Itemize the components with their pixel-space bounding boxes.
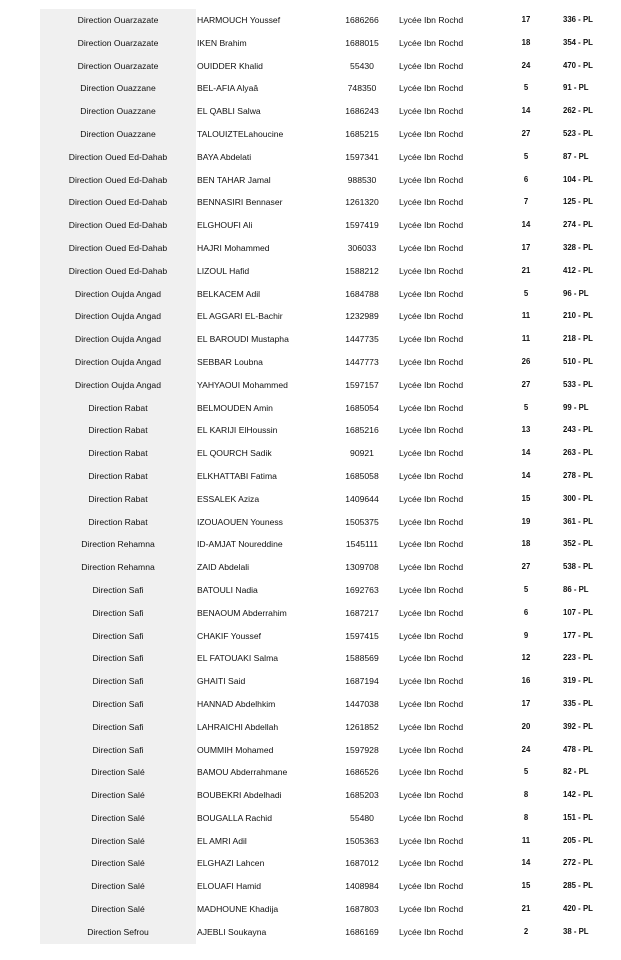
- code-cell: 272 - PL: [563, 858, 593, 868]
- table-row: [40, 670, 621, 693]
- name-cell: CHAKIF Youssef: [197, 630, 262, 641]
- rank-cell: 11: [521, 334, 531, 344]
- direction-cell: Direction Safi: [92, 607, 144, 618]
- direction-cell: Direction Salé: [91, 790, 145, 801]
- direction-cell: Direction Sefrou: [87, 926, 149, 937]
- direction-cell: Direction Salé: [91, 904, 145, 915]
- school-cell: Lycée Ibn Rochd: [399, 106, 464, 117]
- direction-cell: Direction Rabat: [88, 402, 148, 413]
- id-cell: 1597419: [345, 220, 379, 231]
- direction-cell: Direction Rehamna: [81, 539, 155, 550]
- code-cell: 38 - PL: [563, 926, 589, 936]
- rank-cell: 19: [521, 516, 531, 526]
- id-cell: 1686266: [345, 15, 379, 25]
- rank-cell: 24: [521, 60, 531, 70]
- id-cell: 1684788: [345, 288, 379, 299]
- school-cell: Lycée Ibn Rochd: [399, 356, 464, 367]
- school-cell: Lycée Ibn Rochd: [399, 767, 464, 778]
- name-cell: LIZOUL Hafid: [197, 265, 250, 276]
- name-cell: HARMOUCH Youssef: [197, 15, 281, 25]
- name-cell: HAJRI Mohammed: [197, 242, 270, 253]
- table-row: [40, 328, 621, 351]
- table-row: [40, 556, 621, 579]
- table-row: [40, 852, 621, 875]
- school-cell: Lycée Ibn Rochd: [399, 858, 464, 869]
- table-row: [40, 55, 621, 78]
- rank-cell: 7: [523, 197, 529, 207]
- rank-cell: 18: [521, 539, 531, 549]
- id-cell: 748350: [347, 83, 377, 94]
- id-cell: 306033: [347, 242, 377, 253]
- id-cell: 1687217: [345, 607, 379, 618]
- school-cell: Lycée Ibn Rochd: [399, 835, 464, 846]
- school-cell: Lycée Ibn Rochd: [399, 698, 464, 709]
- code-cell: 99 - PL: [563, 402, 589, 412]
- code-cell: 274 - PL: [563, 220, 593, 230]
- rank-cell: 27: [521, 379, 531, 389]
- direction-cell: Direction Rabat: [88, 425, 148, 436]
- direction-cell: Direction Ouazzane: [80, 128, 156, 139]
- table-row: [40, 602, 621, 625]
- code-cell: 420 - PL: [563, 904, 593, 914]
- code-cell: 533 - PL: [563, 379, 593, 389]
- direction-cell: Direction Ouarzazate: [77, 15, 159, 25]
- id-cell: 55480: [350, 812, 374, 823]
- school-cell: Lycée Ibn Rochd: [399, 174, 464, 185]
- name-cell: BAMOU Abderrahmane: [197, 767, 288, 778]
- id-cell: 1261320: [345, 197, 379, 208]
- rank-cell: 12: [521, 653, 531, 663]
- table-row: [40, 32, 621, 55]
- id-cell: 1505363: [345, 835, 379, 846]
- direction-cell: Direction Salé: [91, 881, 145, 892]
- name-cell: IZOUAOUEN Youness: [197, 516, 283, 527]
- code-cell: 87 - PL: [563, 151, 589, 161]
- rank-cell: 5: [523, 83, 529, 93]
- code-cell: 205 - PL: [563, 835, 593, 845]
- rank-cell: 11: [521, 311, 531, 321]
- name-cell: ELKHATTABI Fatima: [197, 470, 277, 481]
- code-cell: 91 - PL: [563, 83, 589, 93]
- rank-cell: 17: [521, 15, 531, 24]
- direction-cell: Direction Rabat: [88, 470, 148, 481]
- name-cell: BOUBEKRI Abdelhadi: [197, 790, 282, 801]
- id-cell: 1597341: [345, 151, 379, 162]
- school-cell: Lycée Ibn Rochd: [399, 60, 464, 71]
- school-cell: Lycée Ibn Rochd: [399, 812, 464, 823]
- rank-cell: 9: [523, 630, 529, 640]
- rank-cell: 14: [521, 106, 531, 116]
- school-cell: Lycée Ibn Rochd: [399, 242, 464, 253]
- school-cell: Lycée Ibn Rochd: [399, 151, 464, 162]
- id-cell: 1687012: [345, 858, 379, 869]
- name-cell: BENAOUM Abderrahim: [197, 607, 287, 618]
- direction-cell: Direction Ouazzane: [80, 83, 156, 94]
- school-cell: Lycée Ibn Rochd: [399, 425, 464, 436]
- table-row: [40, 442, 621, 465]
- id-cell: 1687803: [345, 904, 379, 915]
- rank-cell: 6: [523, 607, 529, 617]
- id-cell: 1309708: [345, 562, 379, 573]
- id-cell: 1545111: [345, 539, 379, 550]
- table-row: [40, 374, 621, 397]
- direction-cell: Direction Ouarzazate: [77, 37, 159, 48]
- code-cell: 300 - PL: [563, 493, 593, 503]
- id-cell: 1588569: [345, 653, 379, 664]
- name-cell: ESSALEK Aziza: [197, 493, 260, 504]
- id-cell: 90921: [350, 448, 374, 459]
- rank-cell: 2: [523, 926, 529, 936]
- rank-cell: 16: [521, 676, 531, 686]
- id-cell: 1685215: [345, 128, 379, 139]
- code-cell: 82 - PL: [563, 767, 589, 777]
- assignment-list: [40, 9, 620, 944]
- code-cell: 352 - PL: [563, 539, 593, 549]
- school-cell: Lycée Ibn Rochd: [399, 904, 464, 915]
- code-cell: 478 - PL: [563, 744, 593, 754]
- rank-cell: 14: [521, 470, 531, 480]
- table-row: [40, 739, 621, 762]
- name-cell: ID-AMJAT Noureddine: [197, 539, 283, 550]
- name-cell: SEBBAR Loubna: [197, 356, 263, 367]
- direction-cell: Direction Ouazzane: [80, 106, 156, 117]
- name-cell: ELGHAZI Lahcen: [197, 858, 265, 869]
- direction-cell: Direction Salé: [91, 835, 145, 846]
- school-cell: Lycée Ibn Rochd: [399, 128, 464, 139]
- rank-cell: 11: [521, 835, 531, 845]
- assignment-table: [40, 9, 621, 944]
- code-cell: 243 - PL: [563, 425, 593, 435]
- direction-cell: Direction Rabat: [88, 448, 148, 459]
- id-cell: 1409644: [345, 493, 379, 504]
- name-cell: EL FATOUAKI Salma: [197, 653, 279, 664]
- table-row: [40, 465, 621, 488]
- id-cell: 1685203: [345, 790, 379, 801]
- table-row: [40, 830, 621, 853]
- assignment-table-body: [40, 9, 621, 944]
- direction-cell: Direction Oujda Angad: [75, 288, 161, 299]
- name-cell: AJEBLI Soukayna: [197, 926, 267, 937]
- id-cell: 1588212: [345, 265, 379, 276]
- rank-cell: 21: [521, 265, 531, 275]
- school-cell: Lycée Ibn Rochd: [399, 516, 464, 527]
- code-cell: 151 - PL: [563, 812, 593, 822]
- school-cell: Lycée Ibn Rochd: [399, 470, 464, 481]
- school-cell: Lycée Ibn Rochd: [399, 721, 464, 732]
- table-row: [40, 214, 621, 237]
- school-cell: Lycée Ibn Rochd: [399, 790, 464, 801]
- code-cell: 86 - PL: [563, 584, 589, 594]
- rank-cell: 5: [523, 151, 529, 161]
- school-cell: Lycée Ibn Rochd: [399, 15, 464, 25]
- school-cell: Lycée Ibn Rochd: [399, 881, 464, 892]
- school-cell: Lycée Ibn Rochd: [399, 539, 464, 550]
- school-cell: Lycée Ibn Rochd: [399, 379, 464, 390]
- table-row: [40, 191, 621, 214]
- id-cell: 1232989: [345, 311, 379, 322]
- name-cell: BEN TAHAR Jamal: [197, 174, 271, 185]
- school-cell: Lycée Ibn Rochd: [399, 334, 464, 345]
- code-cell: 177 - PL: [563, 630, 593, 640]
- code-cell: 470 - PL: [563, 60, 593, 70]
- direction-cell: Direction Rabat: [88, 493, 148, 504]
- direction-cell: Direction Rabat: [88, 516, 148, 527]
- id-cell: 55430: [350, 60, 374, 71]
- code-cell: 107 - PL: [563, 607, 593, 617]
- id-cell: 1597157: [345, 379, 379, 390]
- school-cell: Lycée Ibn Rochd: [399, 83, 464, 94]
- rank-cell: 15: [521, 493, 531, 503]
- table-row: [40, 397, 621, 420]
- rank-cell: 5: [523, 584, 529, 594]
- name-cell: OUMMIH Mohamed: [197, 744, 274, 755]
- rank-cell: 15: [521, 881, 531, 891]
- name-cell: BELKACEM Adil: [197, 288, 261, 299]
- name-cell: IKEN Brahim: [197, 37, 247, 48]
- id-cell: 1447773: [345, 356, 379, 367]
- school-cell: Lycée Ibn Rochd: [399, 311, 464, 322]
- name-cell: BATOULI Nadia: [197, 584, 258, 595]
- code-cell: 319 - PL: [563, 676, 593, 686]
- rank-cell: 5: [523, 767, 529, 777]
- school-cell: Lycée Ibn Rochd: [399, 448, 464, 459]
- table-row: [40, 693, 621, 716]
- table-row: [40, 237, 621, 260]
- table-row: [40, 283, 621, 306]
- name-cell: BAYA Abdelati: [197, 151, 252, 162]
- name-cell: BOUGALLA Rachid: [197, 812, 272, 823]
- direction-cell: Direction Safi: [92, 698, 144, 709]
- name-cell: EL QOURCH Sadik: [197, 448, 272, 459]
- code-cell: 223 - PL: [563, 653, 593, 663]
- direction-cell: Direction Oued Ed-Dahab: [68, 197, 168, 208]
- rank-cell: 17: [521, 698, 531, 708]
- code-cell: 510 - PL: [563, 356, 593, 366]
- code-cell: 328 - PL: [563, 242, 593, 252]
- school-cell: Lycée Ibn Rochd: [399, 402, 464, 413]
- name-cell: GHAITI Said: [197, 676, 246, 687]
- id-cell: 1408984: [345, 881, 379, 892]
- code-cell: 125 - PL: [563, 197, 593, 207]
- school-cell: Lycée Ibn Rochd: [399, 288, 464, 299]
- id-cell: 1685058: [345, 470, 379, 481]
- id-cell: 988530: [347, 174, 377, 185]
- table-row: [40, 351, 621, 374]
- school-cell: Lycée Ibn Rochd: [399, 562, 464, 573]
- direction-cell: Direction Oujda Angad: [75, 356, 161, 367]
- id-cell: 1447735: [345, 334, 379, 345]
- code-cell: 104 - PL: [563, 174, 593, 184]
- code-cell: 412 - PL: [563, 265, 593, 275]
- id-cell: 1688015: [345, 37, 379, 48]
- direction-cell: Direction Oujda Angad: [75, 334, 161, 345]
- code-cell: 335 - PL: [563, 698, 593, 708]
- direction-cell: Direction Rehamna: [81, 562, 155, 573]
- table-row: [40, 419, 621, 442]
- rank-cell: 26: [521, 356, 531, 366]
- table-row: [40, 169, 621, 192]
- code-cell: 523 - PL: [563, 128, 593, 138]
- table-row: [40, 146, 621, 169]
- table-row: [40, 511, 621, 534]
- direction-cell: Direction Oued Ed-Dahab: [68, 265, 168, 276]
- code-cell: 336 - PL: [563, 15, 593, 24]
- code-cell: 278 - PL: [563, 470, 593, 480]
- id-cell: 1597415: [345, 630, 379, 641]
- direction-cell: Direction Salé: [91, 812, 145, 823]
- table-row: [40, 9, 621, 32]
- table-row: [40, 807, 621, 830]
- rank-cell: 20: [521, 721, 531, 731]
- table-row: [40, 579, 621, 602]
- name-cell: YAHYAOUI Mohammed: [197, 379, 288, 390]
- id-cell: 1692763: [345, 584, 379, 595]
- name-cell: LAHRAICHI Abdellah: [197, 721, 279, 732]
- direction-cell: Direction Salé: [91, 767, 145, 778]
- name-cell: OUIDDER Khalid: [197, 60, 263, 71]
- code-cell: 142 - PL: [563, 790, 593, 800]
- name-cell: MADHOUNE Khadija: [197, 904, 279, 915]
- code-cell: 285 - PL: [563, 881, 593, 891]
- name-cell: ELGHOUFI Ali: [197, 220, 253, 231]
- direction-cell: Direction Oujda Angad: [75, 379, 161, 390]
- table-row: [40, 305, 621, 328]
- table-row: [40, 761, 621, 784]
- school-cell: Lycée Ibn Rochd: [399, 220, 464, 231]
- table-row: [40, 625, 621, 648]
- direction-cell: Direction Safi: [92, 584, 144, 595]
- code-cell: 538 - PL: [563, 562, 593, 572]
- direction-cell: Direction Safi: [92, 744, 144, 755]
- direction-cell: Direction Oujda Angad: [75, 311, 161, 322]
- name-cell: BENNASIRI Bennaser: [197, 197, 283, 208]
- id-cell: 1447038: [345, 698, 379, 709]
- name-cell: EL AGGARI EL-Bachir: [197, 311, 283, 322]
- rank-cell: 8: [523, 790, 529, 800]
- name-cell: EL QABLI Salwa: [197, 106, 261, 117]
- rank-cell: 17: [521, 242, 531, 252]
- name-cell: BELMOUDEN Amin: [197, 402, 273, 413]
- id-cell: 1685216: [345, 425, 379, 436]
- name-cell: EL BAROUDI Mustapha: [197, 334, 289, 345]
- table-row: [40, 716, 621, 739]
- table-row: [40, 921, 621, 944]
- rank-cell: 14: [521, 858, 531, 868]
- code-cell: 218 - PL: [563, 334, 593, 344]
- name-cell: EL AMRI Adil: [197, 835, 247, 846]
- direction-cell: Direction Oued Ed-Dahab: [68, 220, 168, 231]
- rank-cell: 27: [521, 562, 531, 572]
- name-cell: BEL-AFIA Alyaâ: [197, 83, 259, 94]
- table-row: [40, 260, 621, 283]
- school-cell: Lycée Ibn Rochd: [399, 653, 464, 664]
- code-cell: 262 - PL: [563, 106, 593, 116]
- rank-cell: 14: [521, 220, 531, 230]
- direction-cell: Direction Ouarzazate: [77, 60, 159, 71]
- id-cell: 1686243: [345, 106, 379, 117]
- table-row: [40, 647, 621, 670]
- direction-cell: Direction Safi: [92, 653, 144, 664]
- rank-cell: 18: [521, 37, 531, 47]
- table-row: [40, 100, 621, 123]
- table-row: [40, 77, 621, 100]
- school-cell: Lycée Ibn Rochd: [399, 676, 464, 687]
- direction-cell: Direction Oued Ed-Dahab: [68, 174, 168, 185]
- id-cell: 1686169: [345, 926, 379, 937]
- name-cell: TALOUIZTELahoucine: [197, 128, 284, 139]
- code-cell: 263 - PL: [563, 448, 593, 458]
- id-cell: 1597928: [345, 744, 379, 755]
- code-cell: 210 - PL: [563, 311, 593, 321]
- table-row: [40, 533, 621, 556]
- rank-cell: 21: [521, 904, 531, 914]
- rank-cell: 27: [521, 128, 531, 138]
- name-cell: ELOUAFI Hamid: [197, 881, 261, 892]
- code-cell: 354 - PL: [563, 37, 593, 47]
- school-cell: Lycée Ibn Rochd: [399, 584, 464, 595]
- rank-cell: 8: [523, 812, 529, 822]
- id-cell: 1685054: [345, 402, 379, 413]
- table-row: [40, 875, 621, 898]
- direction-cell: Direction Salé: [91, 858, 145, 869]
- code-cell: 96 - PL: [563, 288, 589, 298]
- school-cell: Lycée Ibn Rochd: [399, 926, 464, 937]
- school-cell: Lycée Ibn Rochd: [399, 630, 464, 641]
- id-cell: 1686526: [345, 767, 379, 778]
- rank-cell: 24: [521, 744, 531, 754]
- name-cell: ZAID Abdelali: [197, 562, 250, 573]
- school-cell: Lycée Ibn Rochd: [399, 493, 464, 504]
- direction-cell: Direction Safi: [92, 721, 144, 732]
- name-cell: EL KARIJI ElHoussin: [197, 425, 278, 436]
- rank-cell: 5: [523, 402, 529, 412]
- id-cell: 1687194: [345, 676, 379, 687]
- id-cell: 1505375: [345, 516, 379, 527]
- table-row: [40, 123, 621, 146]
- code-cell: 361 - PL: [563, 516, 593, 526]
- table-row: [40, 488, 621, 511]
- rank-cell: 13: [521, 425, 531, 435]
- direction-cell: Direction Safi: [92, 676, 144, 687]
- table-row: [40, 898, 621, 921]
- direction-cell: Direction Oued Ed-Dahab: [68, 242, 168, 253]
- school-cell: Lycée Ibn Rochd: [399, 37, 464, 48]
- rank-cell: 14: [521, 448, 531, 458]
- direction-cell: Direction Safi: [92, 630, 144, 641]
- code-cell: 392 - PL: [563, 721, 593, 731]
- rank-cell: 6: [523, 174, 529, 184]
- rank-cell: 5: [523, 288, 529, 298]
- school-cell: Lycée Ibn Rochd: [399, 744, 464, 755]
- name-cell: HANNAD Abdelhkim: [197, 698, 276, 709]
- direction-cell: Direction Oued Ed-Dahab: [68, 151, 168, 162]
- school-cell: Lycée Ibn Rochd: [399, 197, 464, 208]
- id-cell: 1261852: [345, 721, 379, 732]
- school-cell: Lycée Ibn Rochd: [399, 265, 464, 276]
- table-row: [40, 784, 621, 807]
- school-cell: Lycée Ibn Rochd: [399, 607, 464, 618]
